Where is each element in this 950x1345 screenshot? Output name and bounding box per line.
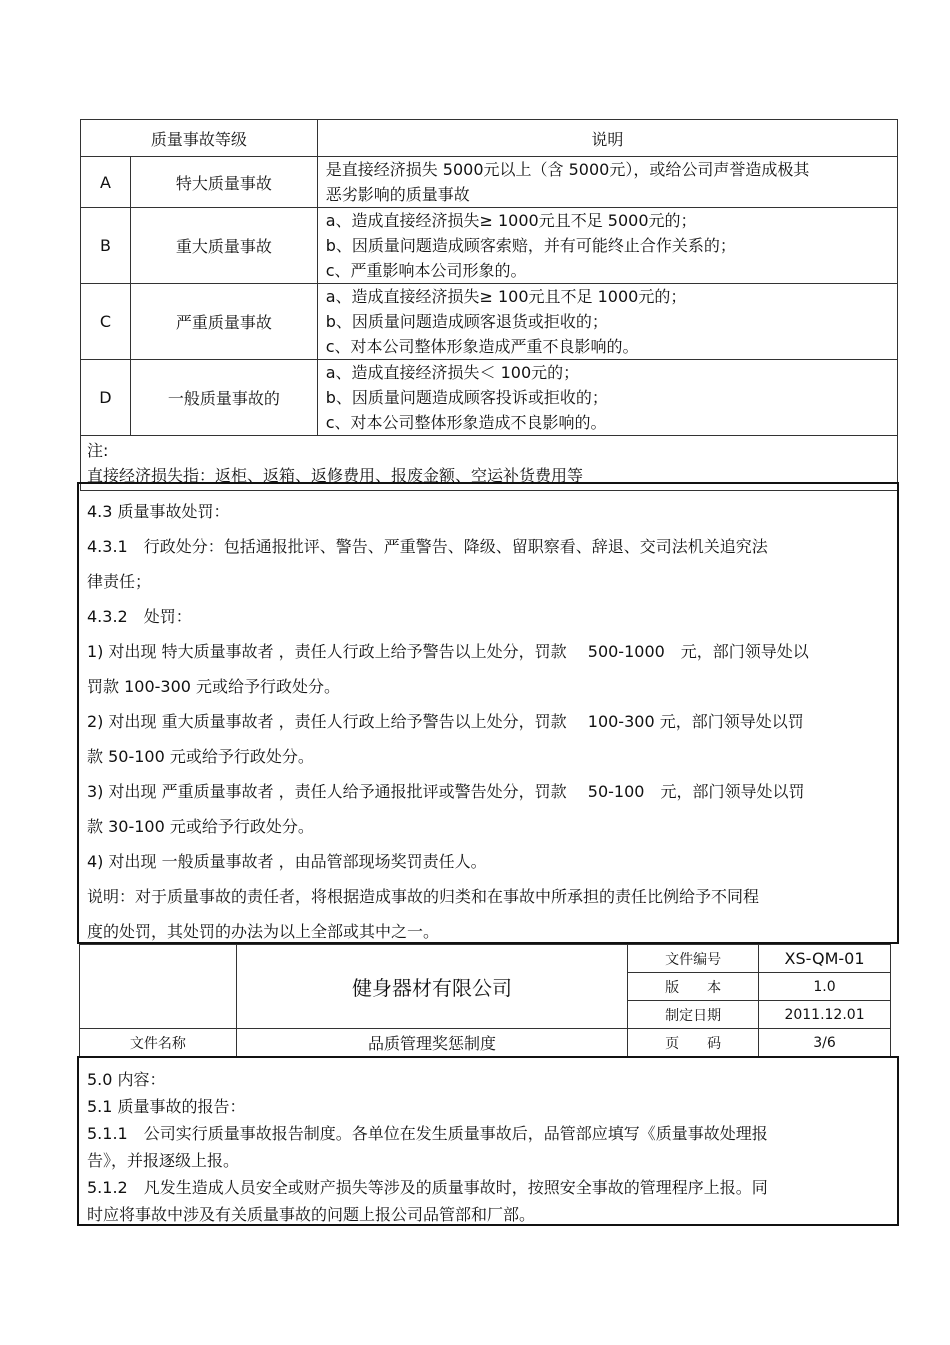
field-value-page: 3/6 — [759, 1029, 891, 1057]
grade-code: A — [81, 157, 131, 208]
column-header-grade: 质量事故等级 — [81, 120, 318, 157]
description-line: 恶劣影响的质量事故 — [325, 185, 470, 204]
header-blank-cell — [80, 945, 237, 1029]
grade-name: 严重质量事故 — [130, 284, 317, 360]
field-label-page: 页 码 — [628, 1029, 759, 1057]
table-row — [81, 208, 898, 284]
grade-description — [317, 360, 897, 436]
content-section — [77, 1056, 899, 1226]
penalty-line: 4.3.1 行政处分：包括通报批评、警告、严重警告、降级、留职察看、辞退、交司法机关追究法 — [87, 537, 768, 556]
penalty-line: 款 30-100 元或给予行政处分。 — [87, 817, 314, 836]
doc-name-value: 品质管理奖惩制度 — [236, 1029, 627, 1057]
description-line: c、对本公司整体形象造成严重不良影响的。 — [325, 337, 639, 356]
grade-code: C — [81, 284, 131, 360]
penalty-line: 4.3 质量事故处罚： — [87, 502, 230, 521]
accident-level-table — [80, 119, 898, 491]
content-line: 5.1.2 凡发生造成人员安全或财产损失等涉及的质量事故时，按照安全事故的管理程序上报。同 — [87, 1178, 768, 1197]
penalty-line: 1) 对出现 特大质量事故者 ，责任人行政上给予警告以上处分，罚款 500-1000 元，部门领导处以 — [87, 642, 809, 661]
doc-name-label: 文件名称 — [80, 1029, 237, 1057]
grade-name: 重大质量事故 — [130, 208, 317, 284]
grade-description — [317, 208, 897, 284]
description-line: a、造成直接经济损失＜ 100元的； — [325, 363, 580, 382]
description-line: b、因质量问题造成顾客投诉或拒收的； — [325, 388, 608, 407]
document-header — [79, 944, 891, 1057]
table-row — [81, 360, 898, 436]
penalty-line: 律责任； — [87, 572, 152, 591]
description-line: b、因质量问题造成顾客退货或拒收的； — [325, 312, 608, 331]
penalty-line: 罚款 100-300 元或给予行政处分。 — [87, 677, 341, 696]
penalty-line: 4.3.2 处罚： — [87, 607, 192, 626]
table-row — [81, 157, 898, 208]
description-line: a、造成直接经济损失≥ 1000元且不足 5000元的； — [325, 211, 697, 230]
grade-code: B — [81, 208, 131, 284]
field-value-version: 1.0 — [759, 973, 891, 1001]
penalty-line: 款 50-100 元或给予行政处分。 — [87, 747, 314, 766]
content-line: 告》，并报逐级上报。 — [87, 1151, 240, 1170]
grade-name: 一般质量事故的 — [130, 360, 317, 436]
description-line: c、对本公司整体形象造成不良影响的。 — [325, 413, 607, 432]
content-line: 5.1.1 公司实行质量事故报告制度。各单位在发生质量事故后，品管部应填写《质量事故处理报 — [87, 1124, 768, 1143]
penalty-line: 说明：对于质量事故的责任者，将根据造成事故的归类和在事故中所承担的责任比例给予不同程 — [87, 887, 760, 906]
grade-name: 特大质量事故 — [130, 157, 317, 208]
description-line: c、严重影响本公司形象的。 — [325, 261, 527, 280]
penalty-line: 度的处罚，其处罚的办法为以上全部或其中之一。 — [87, 922, 440, 941]
content-line: 5.1 质量事故的报告： — [87, 1097, 246, 1116]
grade-code: D — [81, 360, 131, 436]
company-name: 健身器材有限公司 — [236, 945, 627, 1029]
description-line: 是直接经济损失 5000元以上（含 5000元），或给公司声誉造成极其 — [325, 160, 810, 179]
description-line: b、因质量问题造成顾客索赔，并有可能终止合作关系的； — [325, 236, 736, 255]
penalty-line: 3) 对出现 严重质量事故者 ，责任人给予通报批评或警告处分，罚款 50-100 元，部门领导处以罚 — [87, 782, 805, 801]
field-label-version: 版 本 — [628, 973, 759, 1001]
penalty-line: 4) 对出现 一般质量事故者 ，由品管部现场奖罚责任人。 — [87, 852, 487, 871]
content-line: 时应将事故中涉及有关质量事故的问题上报公司品管部和厂部。 — [87, 1205, 536, 1224]
grade-description — [317, 157, 897, 208]
field-value-doc-number: XS-QM-01 — [759, 945, 891, 973]
grade-description — [317, 284, 897, 360]
penalty-line: 2) 对出现 重大质量事故者 ，责任人行政上给予警告以上处分，罚款 100-300 元，部门领导处以罚 — [87, 712, 804, 731]
note-text: 直接经济损失指：返柜、返箱、返修费用、报废金额、空运补货费用等 — [87, 466, 584, 485]
content-line: 5.0 内容： — [87, 1070, 166, 1089]
column-header-description: 说明 — [317, 120, 897, 157]
description-line: a、造成直接经济损失≥ 100元且不足 1000元的； — [325, 287, 687, 306]
field-label-date: 制定日期 — [628, 1001, 759, 1029]
table-header-row — [81, 120, 898, 157]
penalty-section — [77, 482, 899, 944]
table-row — [81, 284, 898, 360]
note-label: 注: — [87, 441, 109, 460]
field-label-doc-number: 文件编号 — [628, 945, 759, 973]
field-value-date: 2011.12.01 — [759, 1001, 891, 1029]
